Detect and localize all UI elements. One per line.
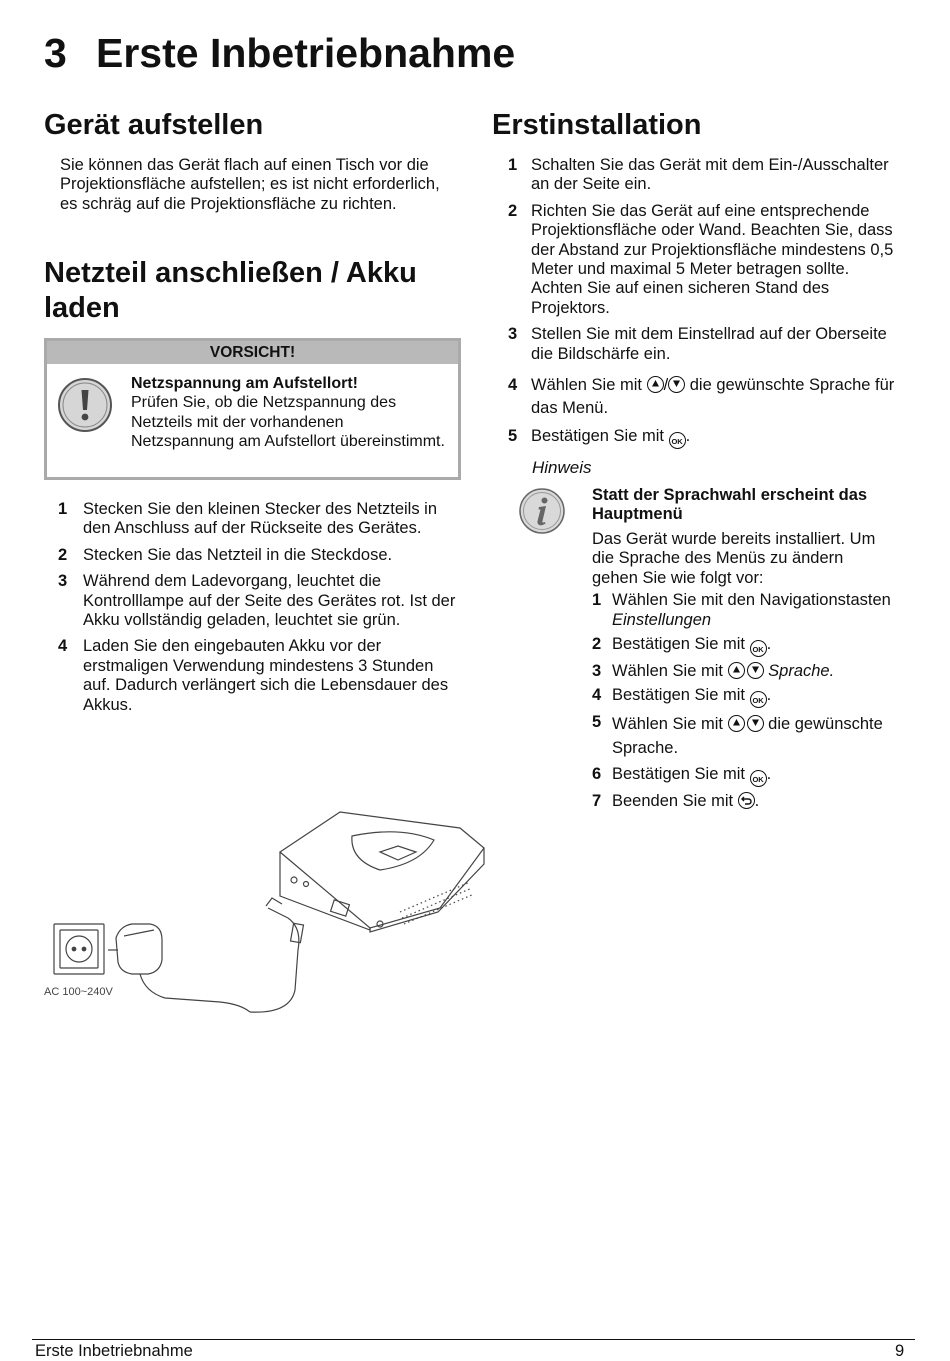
power-heading-line2: laden [44,292,120,324]
list-item [60,637,460,715]
down-arrow-icon [747,662,764,679]
list-item [508,374,898,420]
step-text: Stecken Sie das Netzteil in die Steckdose. [83,545,393,564]
list-item [592,634,892,657]
setup-text: Sie können das Gerät flach auf einen Tisch vor die Projektionsfläche aufstellen; es ist nicht erforderlich, es schräg auf die Projektionsfläche zu richten. [60,156,440,213]
chapter-number: 3 [44,30,67,76]
punctuation: . [754,792,760,810]
menu-name: Sprache. [768,662,835,680]
punctuation: . [766,765,772,783]
list-item [60,500,460,539]
step-text: Stellen Sie mit dem Einstellrad auf der Oberseite die Bildschärfe ein. [531,325,887,363]
page-number: 9 [895,1342,905,1360]
power-steps [60,500,460,722]
power-heading-line1: Netzteil anschließen / Akku [44,257,417,289]
down-arrow-icon [668,376,685,393]
caution-box [44,338,461,480]
ok-button-icon: OK [750,770,767,787]
power-adapter-icon [108,924,250,1012]
step-number: 2 [592,635,602,653]
step-text: die gewünschte Sprache für das Menü. [531,376,895,418]
step-text: Bestätigen Sie mit [531,427,664,446]
step-text: Bestätigen Sie mit [612,635,745,653]
separator: / [663,376,669,395]
step-number: 4 [592,686,602,704]
cable-icon [250,898,303,1012]
list-item [508,325,898,364]
caution-label: VORSICHT! [47,341,458,364]
step-number: 4 [508,376,518,395]
step-text: Während dem Ladevorgang, leuchtet die Kontrolllampe auf der Seite des Gerätes rot. Ist der Akku vollständig geladen, leuchtet sie grün. [83,572,456,630]
step-text: Schalten Sie das Gerät mit dem Ein-/Ausschalter an der Seite ein. [531,156,889,194]
step-text: Bestätigen Sie mit [612,686,745,704]
note-text: Das Gerät wurde bereits installiert. Um die Sprache des Menüs zu ändern gehen Sie wie folgt vor: [592,530,876,587]
caution-title: Netzspannung am Aufstellort! [131,375,358,392]
step-text: Bestätigen Sie mit [612,765,745,783]
step-number: 5 [592,713,602,731]
ok-button-icon: OK [750,640,767,657]
step-text: Wählen Sie mit [612,662,723,680]
list-item [592,685,892,708]
punctuation: . [766,686,772,704]
up-arrow-icon [728,662,745,679]
step-text: Beenden Sie mit [612,792,734,810]
step-number: 1 [58,500,68,518]
step-number: 3 [508,325,518,344]
warning-icon [57,377,113,433]
note-steps [592,590,892,815]
list-item [592,661,892,681]
list-item [508,202,898,318]
step-number: 3 [58,572,68,591]
install-heading: Erstinstallation [492,109,702,141]
step-number: 7 [592,792,602,810]
list-item [508,156,898,195]
punctuation: . [766,635,772,653]
note-label: Hinweis [532,458,592,477]
caution-text: Prüfen Sie, ob die Netzspannung des Netzteils mit der vorhandenen Netzspannung am Aufstellort übereinstimmt. [131,394,445,451]
list-item [592,590,892,630]
setup-heading: Gerät aufstellen [44,109,264,141]
step-number: 1 [592,591,602,609]
up-arrow-icon [647,376,664,393]
projector-icon [280,812,484,932]
footer-divider [32,1339,915,1340]
step-number: 2 [58,545,68,564]
step-text: Wählen Sie mit [612,715,723,733]
ok-button-icon: OK [669,432,686,449]
step-number: 5 [508,427,518,446]
list-item [592,712,892,760]
list-item [592,764,892,787]
step-text: die gewünschte Sprache. [612,715,883,757]
wall-socket-icon [54,924,104,974]
step-number: 2 [508,201,518,220]
down-arrow-icon [747,715,764,732]
step-number: 3 [592,662,602,680]
list-item [592,791,892,811]
step-text: Wählen Sie mit den Navigationstasten [612,591,891,609]
install-steps [508,156,898,456]
voltage-label: AC 100~240V [44,986,113,998]
punctuation: . [685,427,691,446]
step-number: 6 [592,765,602,783]
note-title: Statt der Sprachwahl erscheint das Hauptmenü [592,486,868,524]
step-number: 4 [58,637,68,656]
up-arrow-icon [728,715,745,732]
step-text: Wählen Sie mit [531,376,642,395]
menu-name: Einstellungen [612,611,712,629]
info-icon [518,487,566,535]
step-text: Richten Sie das Gerät auf eine entsprechende Projektionsfläche oder Wand. Beachten Sie, dass der Abstand zur Projektionsfläche mindestens 0,5 Meter und maximal 5 Meter betragen sollte. Achten Sie auf einen sicheren Stand des Projektors. [531,201,894,317]
step-text: Laden Sie den eingebauten Akku vor der erstmaligen Verwendung mindestens 3 Stunden auf. Dadurch verlängert sich die Lebensdauer des Akkus. [83,637,449,714]
back-icon [738,792,755,809]
list-item [508,427,898,449]
list-item [60,546,460,565]
step-number: 1 [508,156,518,174]
footer-title: Erste Inbetriebnahme [35,1342,193,1360]
chapter-title: Erste Inbetriebnahme [96,30,516,76]
list-item [60,572,460,630]
ok-button-icon: OK [750,691,767,708]
step-text: Stecken Sie den kleinen Stecker des Netzteils in den Anschluss auf der Rückseite des Gerätes. [83,500,438,538]
